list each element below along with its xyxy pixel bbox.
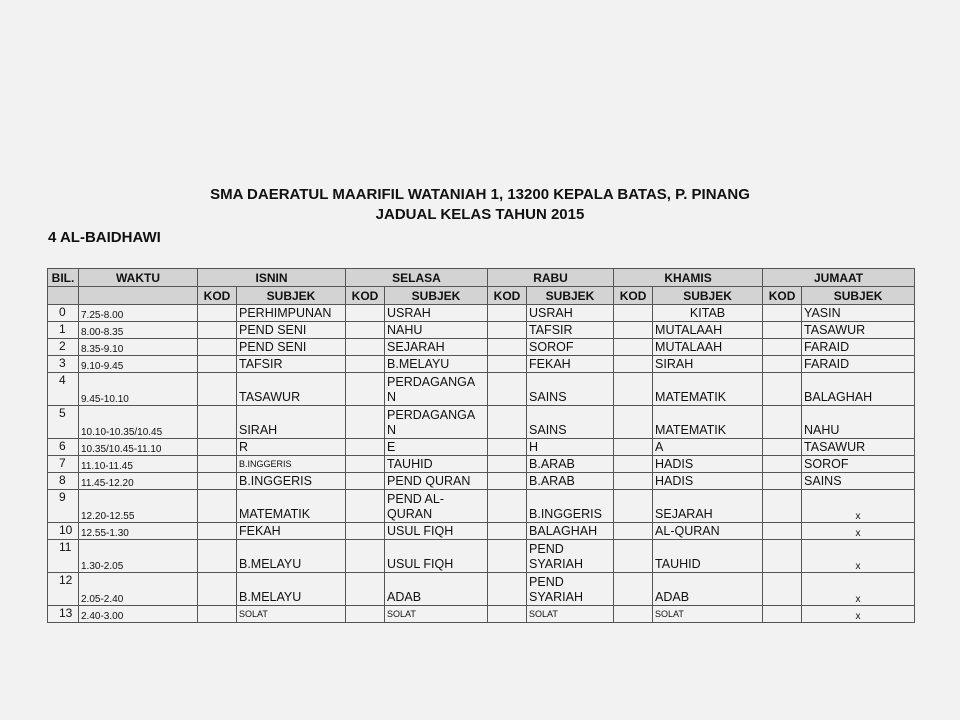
subject-cell: ADAB bbox=[653, 573, 763, 606]
kod-cell bbox=[346, 406, 385, 439]
kod-cell bbox=[198, 456, 237, 473]
day-header-jumaat: JUMAAT bbox=[763, 269, 915, 287]
kod-cell bbox=[614, 305, 653, 322]
day-header-khamis: KHAMIS bbox=[614, 269, 763, 287]
kod-cell bbox=[198, 339, 237, 356]
table-row bbox=[48, 339, 915, 356]
timetable-title: JADUAL KELAS TAHUN 2015 bbox=[375, 206, 585, 223]
subject-cell: B.INGGERIS bbox=[237, 473, 346, 490]
bil-cell: 10 bbox=[48, 523, 79, 540]
kod-cell bbox=[198, 490, 237, 523]
table-row bbox=[48, 322, 915, 339]
header-row-sub bbox=[48, 287, 915, 305]
subject-cell: USUL FIQH bbox=[385, 523, 488, 540]
subject-cell: A bbox=[653, 439, 763, 456]
subject-cell: USRAH bbox=[527, 305, 614, 322]
subject-cell: PEND SYARIAH bbox=[527, 573, 614, 606]
subject-cell: TAFSIR bbox=[237, 356, 346, 373]
table-row bbox=[48, 356, 915, 373]
kod-cell bbox=[346, 606, 385, 623]
kod-cell bbox=[614, 540, 653, 573]
subject-cell: B.INGGERIS bbox=[237, 456, 346, 473]
subject-cell: HADIS bbox=[653, 473, 763, 490]
waktu-header: WAKTU bbox=[79, 269, 198, 287]
subject-cell: FARAID bbox=[802, 339, 915, 356]
time-cell: 9.45-10.10 bbox=[79, 373, 198, 406]
bil-cell: 1 bbox=[48, 322, 79, 339]
bil-cell: 9 bbox=[48, 490, 79, 523]
kod-cell bbox=[614, 356, 653, 373]
subject-cell: TAUHID bbox=[385, 456, 488, 473]
bil-cell: 7 bbox=[48, 456, 79, 473]
subject-cell: USUL FIQH bbox=[385, 540, 488, 573]
subject-cell: MATEMATIK bbox=[653, 406, 763, 439]
kod-cell bbox=[346, 322, 385, 339]
kod-cell bbox=[198, 523, 237, 540]
kod-header: KOD bbox=[346, 287, 385, 305]
subject-cell: x bbox=[802, 523, 915, 540]
kod-cell bbox=[488, 523, 527, 540]
kod-cell bbox=[346, 356, 385, 373]
time-cell: 11.10-11.45 bbox=[79, 456, 198, 473]
kod-cell bbox=[198, 373, 237, 406]
subject-cell: x bbox=[802, 606, 915, 623]
kod-cell bbox=[763, 573, 802, 606]
subject-cell: PEND SENI bbox=[237, 339, 346, 356]
day-header-isnin: ISNIN bbox=[198, 269, 346, 287]
kod-cell bbox=[346, 439, 385, 456]
subject-cell: BALAGHAH bbox=[802, 373, 915, 406]
bil-cell: 12 bbox=[48, 573, 79, 606]
time-cell: 7.25-8.00 bbox=[79, 305, 198, 322]
kod-cell bbox=[198, 540, 237, 573]
subject-cell: B.MELAYU bbox=[237, 573, 346, 606]
subject-cell: SOROF bbox=[527, 339, 614, 356]
kod-cell bbox=[488, 339, 527, 356]
kod-cell bbox=[346, 373, 385, 406]
table-row bbox=[48, 490, 915, 523]
subject-cell: B.MELAYU bbox=[385, 356, 488, 373]
kod-cell bbox=[346, 540, 385, 573]
bil-cell: 8 bbox=[48, 473, 79, 490]
bil-cell: 4 bbox=[48, 373, 79, 406]
table-row bbox=[48, 606, 915, 623]
subject-cell: SOLAT bbox=[385, 606, 488, 623]
table-row bbox=[48, 540, 915, 573]
empty-header-cell bbox=[48, 287, 79, 305]
subject-cell: PEND SYARIAH bbox=[527, 540, 614, 573]
subject-cell: B.ARAB bbox=[527, 456, 614, 473]
kod-cell bbox=[614, 490, 653, 523]
time-cell: 9.10-9.45 bbox=[79, 356, 198, 373]
kod-cell bbox=[346, 523, 385, 540]
kod-cell bbox=[346, 473, 385, 490]
time-cell: 10.10-10.35/10.45 bbox=[79, 406, 198, 439]
subject-cell: FEKAH bbox=[237, 523, 346, 540]
class-name: 4 AL-BAIDHAWI bbox=[48, 229, 161, 246]
table-row bbox=[48, 439, 915, 456]
subject-cell: B.MELAYU bbox=[237, 540, 346, 573]
kod-cell bbox=[488, 373, 527, 406]
subject-cell: x bbox=[802, 490, 915, 523]
subject-cell: TASAWUR bbox=[802, 322, 915, 339]
kod-cell bbox=[488, 406, 527, 439]
subject-cell: SAINS bbox=[527, 373, 614, 406]
kod-cell bbox=[488, 356, 527, 373]
subject-cell: x bbox=[802, 573, 915, 606]
subjek-header: SUBJEK bbox=[527, 287, 614, 305]
kod-cell bbox=[488, 305, 527, 322]
table-row bbox=[48, 373, 915, 406]
subject-cell: x bbox=[802, 540, 915, 573]
subject-cell: USRAH bbox=[385, 305, 488, 322]
kod-cell bbox=[763, 523, 802, 540]
kod-cell bbox=[763, 473, 802, 490]
kod-cell bbox=[198, 606, 237, 623]
subject-cell: KITAB bbox=[653, 305, 763, 322]
subject-cell: MUTALAAH bbox=[653, 339, 763, 356]
time-cell: 12.20-12.55 bbox=[79, 490, 198, 523]
subject-cell: YASIN bbox=[802, 305, 915, 322]
subject-cell: PERDAGANGA N bbox=[385, 373, 488, 406]
subject-cell: FARAID bbox=[802, 356, 915, 373]
kod-cell bbox=[763, 606, 802, 623]
subject-cell: SAINS bbox=[802, 473, 915, 490]
kod-cell bbox=[763, 356, 802, 373]
subject-cell: B.INGGERIS bbox=[527, 490, 614, 523]
subject-cell: SIRAH bbox=[653, 356, 763, 373]
subject-cell: TASAWUR bbox=[802, 439, 915, 456]
kod-cell bbox=[614, 606, 653, 623]
time-cell: 2.40-3.00 bbox=[79, 606, 198, 623]
table-row bbox=[48, 573, 915, 606]
kod-cell bbox=[488, 606, 527, 623]
subjek-header: SUBJEK bbox=[237, 287, 346, 305]
subject-cell: SEJARAH bbox=[385, 339, 488, 356]
subject-cell: SOLAT bbox=[527, 606, 614, 623]
kod-cell bbox=[614, 439, 653, 456]
bil-cell: 3 bbox=[48, 356, 79, 373]
kod-cell bbox=[198, 305, 237, 322]
kod-cell bbox=[763, 339, 802, 356]
kod-cell bbox=[488, 456, 527, 473]
kod-cell bbox=[346, 339, 385, 356]
subject-cell: MATEMATIK bbox=[653, 373, 763, 406]
kod-header: KOD bbox=[198, 287, 237, 305]
kod-cell bbox=[488, 490, 527, 523]
subject-cell: PERDAGANGA N bbox=[385, 406, 488, 439]
day-header-selasa: SELASA bbox=[346, 269, 488, 287]
kod-cell bbox=[488, 322, 527, 339]
kod-cell bbox=[614, 339, 653, 356]
subject-cell: SEJARAH bbox=[653, 490, 763, 523]
time-cell: 1.30-2.05 bbox=[79, 540, 198, 573]
time-cell: 2.05-2.40 bbox=[79, 573, 198, 606]
kod-cell bbox=[763, 540, 802, 573]
subject-cell: PEND AL-QURAN bbox=[385, 490, 488, 523]
kod-cell bbox=[614, 573, 653, 606]
kod-header: KOD bbox=[488, 287, 527, 305]
kod-cell bbox=[763, 305, 802, 322]
subject-cell: PERHIMPUNAN bbox=[237, 305, 346, 322]
subject-cell: ADAB bbox=[385, 573, 488, 606]
subject-cell: FEKAH bbox=[527, 356, 614, 373]
time-cell: 11.45-12.20 bbox=[79, 473, 198, 490]
subject-cell: NAHU bbox=[802, 406, 915, 439]
bil-header: BIL. bbox=[48, 269, 79, 287]
kod-cell bbox=[763, 490, 802, 523]
subject-cell: PEND QURAN bbox=[385, 473, 488, 490]
subject-cell: AL-QURAN bbox=[653, 523, 763, 540]
subjek-header: SUBJEK bbox=[653, 287, 763, 305]
bil-cell: 6 bbox=[48, 439, 79, 456]
subject-cell: R bbox=[237, 439, 346, 456]
bil-cell: 11 bbox=[48, 540, 79, 573]
kod-cell bbox=[763, 406, 802, 439]
time-cell: 8.00-8.35 bbox=[79, 322, 198, 339]
kod-cell bbox=[614, 373, 653, 406]
table-row bbox=[48, 406, 915, 439]
subject-cell: NAHU bbox=[385, 322, 488, 339]
subject-cell: SAINS bbox=[527, 406, 614, 439]
kod-cell bbox=[346, 490, 385, 523]
school-title: SMA DAERATUL MAARIFIL WATANIAH 1, 13200 KEPALA BATAS, P. PINANG bbox=[210, 186, 750, 203]
kod-cell bbox=[198, 406, 237, 439]
empty-header-cell bbox=[79, 287, 198, 305]
bil-cell: 2 bbox=[48, 339, 79, 356]
kod-cell bbox=[488, 473, 527, 490]
subject-cell: TAUHID bbox=[653, 540, 763, 573]
kod-cell bbox=[614, 473, 653, 490]
time-cell: 10.35/10.45-11.10 bbox=[79, 439, 198, 456]
timetable bbox=[47, 268, 915, 623]
kod-cell bbox=[614, 406, 653, 439]
kod-cell bbox=[488, 573, 527, 606]
kod-cell bbox=[614, 523, 653, 540]
subjek-header: SUBJEK bbox=[802, 287, 915, 305]
kod-header: KOD bbox=[614, 287, 653, 305]
subject-cell: E bbox=[385, 439, 488, 456]
subject-cell: MUTALAAH bbox=[653, 322, 763, 339]
kod-cell bbox=[488, 439, 527, 456]
table-row bbox=[48, 305, 915, 322]
kod-cell bbox=[198, 322, 237, 339]
subject-cell: BALAGHAH bbox=[527, 523, 614, 540]
kod-header: KOD bbox=[763, 287, 802, 305]
time-cell: 12.55-1.30 bbox=[79, 523, 198, 540]
subject-cell: HADIS bbox=[653, 456, 763, 473]
time-cell: 8.35-9.10 bbox=[79, 339, 198, 356]
subject-cell: SIRAH bbox=[237, 406, 346, 439]
subject-cell: TASAWUR bbox=[237, 373, 346, 406]
subject-cell: PEND SENI bbox=[237, 322, 346, 339]
kod-cell bbox=[763, 439, 802, 456]
subject-cell: SOROF bbox=[802, 456, 915, 473]
subjek-header: SUBJEK bbox=[385, 287, 488, 305]
subject-cell: MATEMATIK bbox=[237, 490, 346, 523]
header-row-days bbox=[48, 269, 915, 287]
table-row bbox=[48, 523, 915, 540]
kod-cell bbox=[198, 473, 237, 490]
bil-cell: 13 bbox=[48, 606, 79, 623]
kod-cell bbox=[763, 322, 802, 339]
subject-cell: SOLAT bbox=[653, 606, 763, 623]
day-header-rabu: RABU bbox=[488, 269, 614, 287]
subject-cell: B.ARAB bbox=[527, 473, 614, 490]
kod-cell bbox=[198, 573, 237, 606]
kod-cell bbox=[614, 322, 653, 339]
kod-cell bbox=[198, 439, 237, 456]
bil-cell: 5 bbox=[48, 406, 79, 439]
bil-cell: 0 bbox=[48, 305, 79, 322]
kod-cell bbox=[763, 456, 802, 473]
kod-cell bbox=[488, 540, 527, 573]
kod-cell bbox=[346, 456, 385, 473]
kod-cell bbox=[346, 305, 385, 322]
kod-cell bbox=[346, 573, 385, 606]
kod-cell bbox=[614, 456, 653, 473]
subject-cell: H bbox=[527, 439, 614, 456]
subject-cell: TAFSIR bbox=[527, 322, 614, 339]
table-row bbox=[48, 456, 915, 473]
kod-cell bbox=[763, 373, 802, 406]
subject-cell: SOLAT bbox=[237, 606, 346, 623]
table-row bbox=[48, 473, 915, 490]
kod-cell bbox=[198, 356, 237, 373]
